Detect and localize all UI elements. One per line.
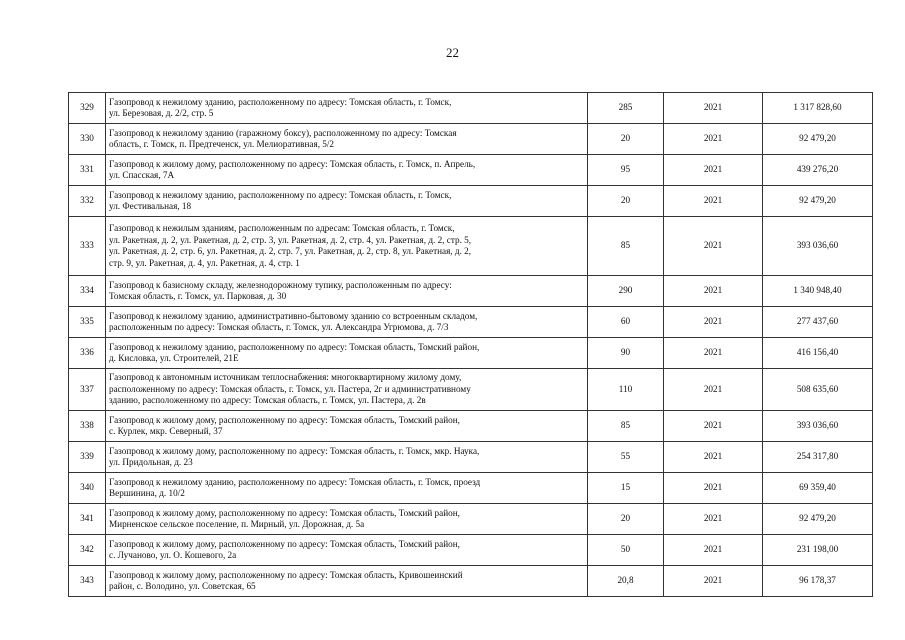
row-year-cell: 2021 bbox=[664, 338, 763, 369]
row-length-cell: 95 bbox=[588, 155, 664, 186]
row-year-cell: 2021 bbox=[664, 411, 763, 442]
row-cost-cell: 69 359,40 bbox=[763, 473, 873, 504]
row-description-cell: Газопровод к жилому дому, расположенному по адресу: Томская область, Кривошеинский район, с. Володино, ул. Советская, 65 bbox=[106, 566, 588, 597]
row-description-cell: Газопровод к нежилому зданию (гаражному боксу), расположенному по адресу: Томская область, г. Томск, п. Предтеченск, ул. Мелиоративная, 5/2 bbox=[106, 124, 588, 155]
row-cost-cell: 231 198,00 bbox=[763, 535, 873, 566]
row-number-cell: 334 bbox=[69, 276, 106, 307]
row-number-cell: 338 bbox=[69, 411, 106, 442]
row-description-cell: Газопровод к нежилому зданию, административно-бытовому зданию со встроенным складом, расположенным по адресу: Томская область, г. Томск, ул. Александра Угрюмова, д. 7/3 bbox=[106, 307, 588, 338]
table-row bbox=[69, 473, 873, 504]
row-length-cell: 20 bbox=[588, 124, 664, 155]
row-number-cell: 341 bbox=[69, 504, 106, 535]
row-year-cell: 2021 bbox=[664, 155, 763, 186]
row-cost-cell: 439 276,20 bbox=[763, 155, 873, 186]
row-length-cell: 50 bbox=[588, 535, 664, 566]
row-length-cell: 20,8 bbox=[588, 566, 664, 597]
row-year-cell: 2021 bbox=[664, 186, 763, 217]
row-number-cell: 333 bbox=[69, 217, 106, 276]
row-year-cell: 2021 bbox=[664, 124, 763, 155]
row-description-cell: Газопровод к жилому дому, расположенному по адресу: Томская область, Томский район, с. Курлек, мкр. Северный, 37 bbox=[106, 411, 588, 442]
row-year-cell: 2021 bbox=[664, 473, 763, 504]
row-length-cell: 15 bbox=[588, 473, 664, 504]
table-row bbox=[69, 411, 873, 442]
row-cost-cell: 393 036,60 bbox=[763, 411, 873, 442]
row-description-cell: Газопровод к базисному складу, железнодорожному тупику, расположенным по адресу: Томская область, г. Томск, ул. Парковая, д. 30 bbox=[106, 276, 588, 307]
table-row bbox=[69, 124, 873, 155]
row-description-cell: Газопровод к жилому дому, расположенному по адресу: Томская область, Томский район, Мирненское сельское поселение, п. Мирный, ул. Дорожная, д. 5а bbox=[106, 504, 588, 535]
row-year-cell: 2021 bbox=[664, 535, 763, 566]
row-length-cell: 60 bbox=[588, 307, 664, 338]
row-cost-cell: 393 036,60 bbox=[763, 217, 873, 276]
row-number-cell: 340 bbox=[69, 473, 106, 504]
row-year-cell: 2021 bbox=[664, 307, 763, 338]
row-cost-cell: 1 317 828,60 bbox=[763, 93, 873, 124]
table-row bbox=[69, 566, 873, 597]
row-number-cell: 337 bbox=[69, 369, 106, 411]
page-number: 22 bbox=[446, 45, 459, 60]
row-number-cell: 342 bbox=[69, 535, 106, 566]
row-number-cell: 330 bbox=[69, 124, 106, 155]
row-description-cell: Газопровод к нежилому зданию, расположенному по адресу: Томская область, г. Томск, ул. Фестивальная, 18 bbox=[106, 186, 588, 217]
row-number-cell: 339 bbox=[69, 442, 106, 473]
row-year-cell: 2021 bbox=[664, 504, 763, 535]
row-cost-cell: 96 178,37 bbox=[763, 566, 873, 597]
row-length-cell: 85 bbox=[588, 217, 664, 276]
row-length-cell: 285 bbox=[588, 93, 664, 124]
row-cost-cell: 508 635,60 bbox=[763, 369, 873, 411]
row-number-cell: 335 bbox=[69, 307, 106, 338]
row-description-cell: Газопровод к нежилому зданию, расположенному по адресу: Томская область, Томский район, д. Кисловка, ул. Строителей, 21Е bbox=[106, 338, 588, 369]
row-year-cell: 2021 bbox=[664, 442, 763, 473]
table-row bbox=[69, 186, 873, 217]
row-cost-cell: 254 317,80 bbox=[763, 442, 873, 473]
row-number-cell: 329 bbox=[69, 93, 106, 124]
row-year-cell: 2021 bbox=[664, 93, 763, 124]
row-length-cell: 55 bbox=[588, 442, 664, 473]
table-row bbox=[69, 155, 873, 186]
table-row bbox=[69, 217, 873, 276]
row-cost-cell: 416 156,40 bbox=[763, 338, 873, 369]
table-row bbox=[69, 307, 873, 338]
row-length-cell: 20 bbox=[588, 186, 664, 217]
row-description-cell: Газопровод к жилому дому, расположенному по адресу: Томская область, Томский район, с. Лучаново, ул. О. Кошевого, 2а bbox=[106, 535, 588, 566]
table-row bbox=[69, 93, 873, 124]
row-cost-cell: 277 437,60 bbox=[763, 307, 873, 338]
row-description-cell: Газопровод к нежилому зданию, расположенному по адресу: Томская область, г. Томск, ул. Березовая, д. 2/2, стр. 5 bbox=[106, 93, 588, 124]
row-number-cell: 332 bbox=[69, 186, 106, 217]
row-description-cell: Газопровод к нежилому зданию, расположенному по адресу: Томская область, г. Томск, проезд Вершинина, д. 10/2 bbox=[106, 473, 588, 504]
row-year-cell: 2021 bbox=[664, 217, 763, 276]
table-row bbox=[69, 338, 873, 369]
row-cost-cell: 92 479,20 bbox=[763, 124, 873, 155]
row-year-cell: 2021 bbox=[664, 369, 763, 411]
row-number-cell: 331 bbox=[69, 155, 106, 186]
table-row bbox=[69, 442, 873, 473]
row-year-cell: 2021 bbox=[664, 276, 763, 307]
row-description-cell: Газопровод к автономным источникам теплоснабжения: многоквартирному жилому дому, расположенному по адресу: Томская область, г. Томск, ул. Пастера, 2г и административному зданию, расположенному по адресу: Томская область, г. Томск, ул. Пастера, д. 2в bbox=[106, 369, 588, 411]
row-description-cell: Газопровод к жилому дому, расположенному по адресу: Томская область, г. Томск, мкр. Наука, ул. Придольная, д. 23 bbox=[106, 442, 588, 473]
row-length-cell: 20 bbox=[588, 504, 664, 535]
row-number-cell: 336 bbox=[69, 338, 106, 369]
row-length-cell: 90 bbox=[588, 338, 664, 369]
row-cost-cell: 1 340 948,40 bbox=[763, 276, 873, 307]
row-description-cell: Газопровод к жилому дому, расположенному по адресу: Томская область, г. Томск, п. Апрель, ул. Спасская, 7А bbox=[106, 155, 588, 186]
row-length-cell: 110 bbox=[588, 369, 664, 411]
table-row bbox=[69, 276, 873, 307]
row-cost-cell: 92 479,20 bbox=[763, 504, 873, 535]
row-description-cell: Газопровод к нежилым зданиям, расположенным по адресам: Томская область, г. Томск, ул. Ракетная, д. 2, ул. Ракетная, д. 2, стр. 3, ул. Ракетная, д. 2, стр. 4, ул. Ракетная, д. 2, стр. 5, ул. Ракетная, д. 2, стр. 6, ул. Ракетная, д. 2, стр. 7, ул. Ракетная, д. 2, стр. 8, ул. Ракетная, д. 2, стр. 9, ул. Ракетная, д. 4, ул. Ракетная, д. 4, стр. 1 bbox=[106, 217, 588, 276]
row-cost-cell: 92 479,20 bbox=[763, 186, 873, 217]
gas-pipeline-table bbox=[68, 92, 873, 597]
row-year-cell: 2021 bbox=[664, 566, 763, 597]
table-row bbox=[69, 504, 873, 535]
row-length-cell: 290 bbox=[588, 276, 664, 307]
table-row bbox=[69, 369, 873, 411]
row-number-cell: 343 bbox=[69, 566, 106, 597]
table-row bbox=[69, 535, 873, 566]
row-length-cell: 85 bbox=[588, 411, 664, 442]
